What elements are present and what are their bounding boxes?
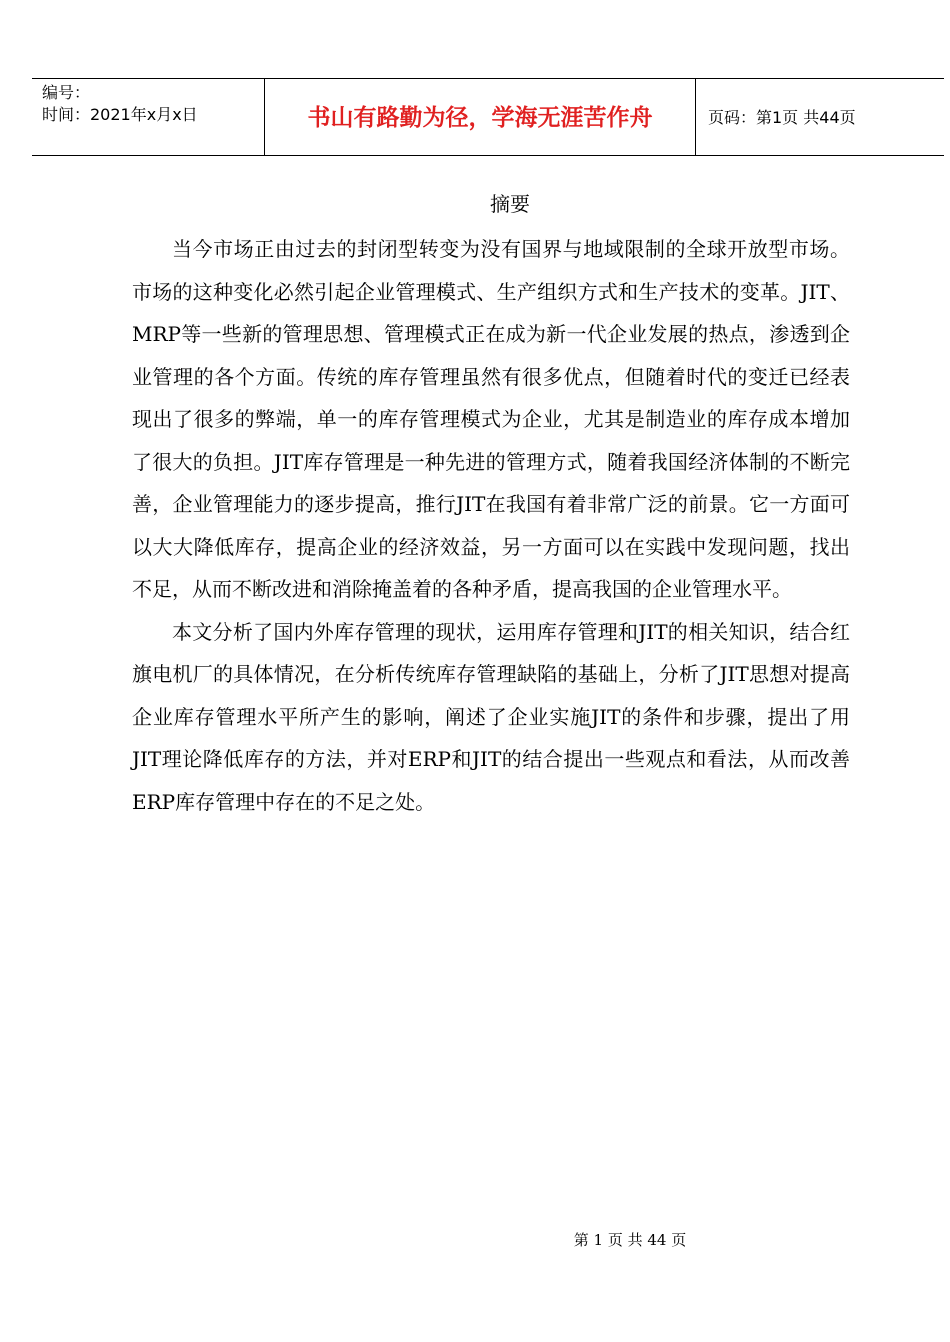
- header-meta-cell: [32, 79, 265, 155]
- page-footer: 第 1 页 共 44 页: [573, 1231, 687, 1249]
- abstract-body: [132, 228, 850, 823]
- abstract-paragraph-2: 本文分析了国内外库存管理的现状，运用库存管理和JIT的相关知识，结合红旗电机厂的具体情况，在分析传统库存管理缺陷的基础上，分析了JIT思想对提高企业库存管理水平所产生的影响，阐述了企业实施JIT的条件和步骤，提出了用JIT理论降低库存的方法，并对ERP和JIT的结合提出一些观点和看法，从而改善ERP库存管理中存在的不足之处。: [132, 619, 850, 814]
- header-page-cell: [696, 79, 944, 155]
- header-motto: 书山有路勤为径，学海无涯苦作舟: [307, 105, 653, 131]
- document-time-label: 时间：2021年x月x日: [42, 105, 198, 124]
- abstract-title: 摘要: [490, 192, 530, 216]
- document-header: [32, 78, 944, 156]
- header-motto-cell: [265, 79, 696, 155]
- abstract-paragraph-1: 当今市场正由过去的封闭型转变为没有国界与地域限制的全球开放型市场。市场的这种变化必然引起企业管理模式、生产组织方式和生产技术的变革。JIT、MRP等一些新的管理思想、管理模式正在成为新一代企业发展的热点，渗透到企业管理的各个方面。传统的库存管理虽然有很多优点，但随着时代的变迁已经表现出了很多的弊端，单一的库存管理模式为企业，尤其是制造业的库存成本增加了很大的负担。JIT库存管理是一种先进的管理方式，随着我国经济体制的不断完善，企业管理能力的逐步提高，推行JIT在我国有着非常广泛的前景。它一方面可以大大降低库存，提高企业的经济效益，另一方面可以在实践中发现问题，找出不足，从而不断改进和消除掩盖着的各种矛盾，提高我国的企业管理水平。: [132, 237, 850, 601]
- header-page-info: 页码：第1页 共44页: [708, 108, 856, 127]
- document-number-label: 编号：: [42, 83, 91, 102]
